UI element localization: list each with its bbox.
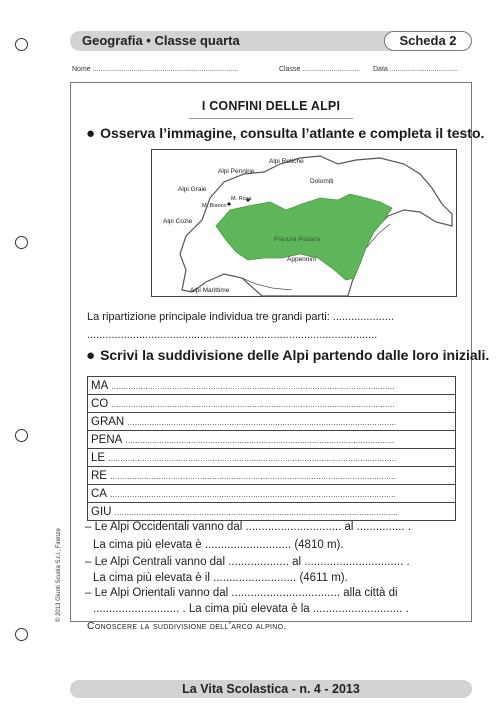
row-answer-line[interactable]: ............................................................................................................... [127, 417, 397, 427]
row-answer-line[interactable]: ...................................................................................................................... [110, 471, 397, 481]
ripartizione-line-2[interactable]: ............................................................................................... [87, 329, 378, 341]
binder-hole [15, 236, 28, 249]
bullet-icon: ● [86, 347, 96, 364]
table-row[interactable] [88, 413, 456, 431]
row-prefix: GRAN [91, 415, 125, 428]
binder-hole [15, 628, 28, 641]
table-row[interactable] [88, 395, 456, 413]
learning-goal: Conoscere la suddivisione dell’arco alpino. [87, 620, 287, 632]
table-row[interactable] [88, 503, 456, 521]
alps-initials-table [87, 376, 456, 521]
mont-blanc-marker [227, 202, 230, 205]
nome-field[interactable]: Nome ........................................................................... [72, 66, 239, 73]
label-alpi-pennine: Alpi Pennine [218, 168, 255, 175]
table-row[interactable] [88, 467, 456, 485]
alps-map-drawing [152, 150, 458, 298]
title-underline [189, 118, 353, 119]
row-prefix: LE [91, 451, 106, 464]
bullet-icon: ● [86, 125, 96, 142]
instruction-2-text: Scrivi la suddivisione delle Alpi partendo dalle loro iniziali. [100, 347, 490, 363]
binder-hole [15, 429, 28, 442]
footer-bar: La Vita Scolastica - n. 4 - 2013 [70, 680, 472, 698]
row-answer-line[interactable]: ............................................................................................................... [125, 435, 395, 445]
table-row[interactable] [88, 485, 456, 503]
list-line-5[interactable]: – Le Alpi Orientali vanno dal .................................. alla città di [85, 587, 398, 599]
row-answer-line[interactable]: ...................................................................................................................... [110, 489, 397, 499]
label-alpi-cozie: Alpi Cozie [163, 218, 193, 225]
ripartizione-line-1[interactable]: La ripartizione principale individua tre grandi parti: .................... [87, 311, 394, 323]
header-bar [70, 31, 472, 51]
list-line-1[interactable]: – Le Alpi Occidentali vanno dal .............................. al ............... . [85, 521, 411, 533]
table-row[interactable] [88, 377, 456, 395]
row-prefix: CA [91, 487, 107, 500]
classe-field[interactable]: Classe .............................. [279, 66, 361, 73]
instruction-1-text: Osserva l’immagine, consulta l’atlante e completa il testo. [100, 125, 485, 141]
subject-label: Geografia • Classe quarta [82, 33, 240, 48]
scheda-badge: Scheda 2 [384, 31, 472, 51]
instruction-2 [86, 347, 489, 364]
row-answer-line[interactable]: ..................................................................................................................... [114, 507, 399, 517]
row-prefix: GIU [91, 505, 112, 518]
row-answer-line[interactable]: ..................................................................................................................... [111, 381, 395, 391]
label-alpi-marittime: Alpi Marittime [190, 287, 230, 294]
list-line-3[interactable]: – Le Alpi Centrali vanno dal ................... al ............................... . [85, 556, 410, 568]
label-alpi-retiche: Alpi Retiche [269, 158, 304, 165]
row-prefix: MA [91, 379, 109, 392]
row-prefix: RE [91, 469, 107, 482]
list-line-2[interactable]: La cima più elevata è ........................... (4810 m). [93, 539, 344, 551]
list-line-6[interactable]: ........................... . La cima più elevata è la ............................ . [93, 603, 409, 615]
data-field[interactable]: Data ................................... [373, 66, 458, 73]
label-pianura-padana: Pianura Padana [274, 236, 321, 243]
binder-hole [15, 38, 28, 51]
label-appennini: Appennini [287, 256, 316, 263]
alps-map [151, 149, 457, 297]
list-line-4[interactable]: La cima più elevata è il .......................... (4611 m). [93, 572, 348, 584]
label-monte-rosa: M. Rosa [231, 196, 252, 202]
row-answer-line[interactable]: ..................................................................................................................... [111, 399, 395, 409]
label-dolomiti: Dolomiti [310, 178, 334, 185]
label-monte-bianco: M. Bianco [202, 203, 227, 209]
copyright-text: © 2013 Giunti Scuola S.r.l., Firenze [56, 528, 62, 622]
instruction-1 [86, 125, 484, 142]
table-row[interactable] [88, 449, 456, 467]
table-row[interactable] [88, 431, 456, 449]
row-prefix: CO [91, 397, 109, 410]
label-alpi-graie: Alpi Graie [178, 186, 207, 193]
row-prefix: PENA [91, 433, 123, 446]
row-answer-line[interactable]: ....................................................................................................................... [108, 453, 397, 463]
page-title: I CONFINI DELLE ALPI [201, 99, 341, 113]
